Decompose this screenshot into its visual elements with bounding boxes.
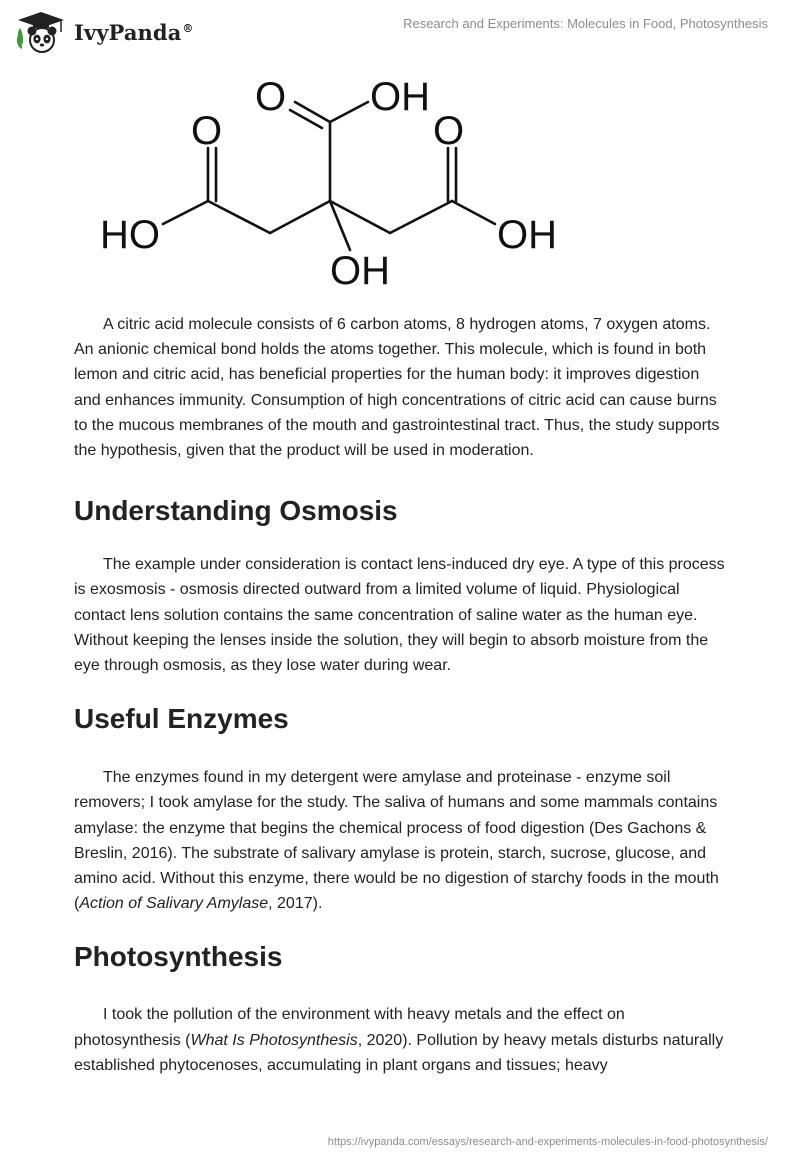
atom-right-oh: OH bbox=[497, 213, 557, 257]
page-header bbox=[0, 0, 800, 60]
atom-left-ho: HO bbox=[100, 213, 160, 257]
brand-name bbox=[74, 20, 194, 45]
paragraph-photosynthesis-end: , 2020). Pollution by heavy metals disturbs naturally established phytocenoses, accumulating in plant organs and tissues; heavy bbox=[74, 1031, 724, 1074]
heading-understanding-osmosis: Understanding Osmosis bbox=[74, 495, 398, 527]
document-title: Research and Experiments: Molecules in Food, Photosynthesis bbox=[403, 16, 768, 31]
panda-graduate-icon bbox=[14, 10, 68, 54]
paragraph-enzymes-text: The enzymes found in my detergent were amylase and proteinase - enzyme soil removers; I took amylase for the study. The saliva of humans and some mammals contains amylase: the enzyme that begins the chemical process of food digestion (Des Gachons & Breslin, 2016). The substrate of salivary amylase is protein, starch, sucrose, glucose, and amino acid. Without this enzyme, there would be no digestion of starchy foods in the mouth ( bbox=[74, 769, 719, 913]
atom-left-o: O bbox=[191, 109, 223, 153]
heading-photosynthesis: Photosynthesis bbox=[74, 941, 283, 973]
atom-top-oh: OH bbox=[370, 75, 430, 119]
brand-name-text: IvyPanda bbox=[74, 19, 182, 45]
paragraph-enzymes-end: , 2017). bbox=[268, 895, 323, 913]
molecule-atoms bbox=[100, 75, 557, 293]
citation-what-is-photosynthesis: What Is Photosynthesis bbox=[190, 1031, 358, 1049]
registered-mark: ® bbox=[182, 21, 194, 35]
atom-right-o: O bbox=[433, 109, 465, 153]
paragraph-osmosis: The example under consideration is contact lens-induced dry eye. A type of this process is exosmosis - osmosis directed outward from a limited volume of liquid. Physiological contact lens solution contains the same concentration of saline water as the human eye. Without keeping the lenses inside the solution, they will begin to absorb moisture from the eye through osmosis, as they lose water during wear. bbox=[74, 556, 725, 675]
article-body bbox=[74, 312, 726, 1078]
paragraph-citric-acid: A citric acid molecule consists of 6 carbon atoms, 8 hydrogen atoms, 7 oxygen atoms. An anionic chemical bond holds the atoms together. This molecule, which is found in both lemon and citric acid, has beneficial properties for the human body: it improves digestion and enhances immunity. Consumption of high concentrations of citric acid can cause burns to the mucous membranes of the mouth and gastrointestinal tract. Thus, the study supports the hypothesis, given that the product will be used in moderation. bbox=[74, 316, 720, 460]
atom-top-o: O bbox=[255, 75, 287, 119]
atom-center-oh: OH bbox=[330, 249, 390, 293]
paragraph-photosynthesis bbox=[74, 1002, 726, 1078]
citation-salivary-amylase: Action of Salivary Amylase bbox=[79, 895, 269, 913]
brand-logo[interactable] bbox=[14, 10, 194, 54]
paragraph-enzymes bbox=[74, 765, 726, 916]
heading-useful-enzymes: Useful Enzymes bbox=[74, 703, 289, 735]
citric-acid-structure bbox=[0, 60, 800, 300]
source-url[interactable]: https://ivypanda.com/essays/research-and-experiments-molecules-in-food-photosynthesis/ bbox=[327, 1136, 768, 1148]
paragraph-photosynthesis-text: I took the pollution of the environment with heavy metals and the effect on photosynthesis ( bbox=[74, 1006, 625, 1049]
